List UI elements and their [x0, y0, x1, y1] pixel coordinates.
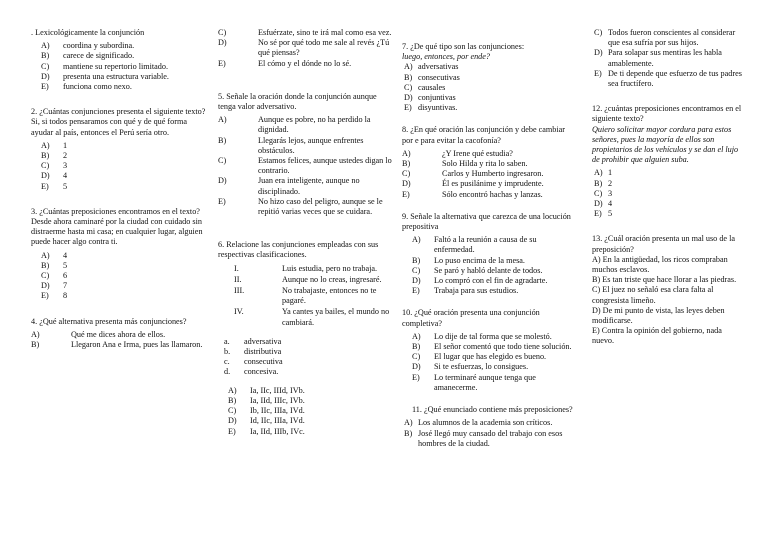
option-c[interactable]: C) Ib, IIc, IIIa, IVd. [228, 406, 305, 416]
class-b: b. distributiva [224, 347, 282, 357]
option-b[interactable]: B) 5 [41, 260, 68, 270]
option-e[interactable]: E) De ti depende que esfuerzo de tus padres sea fructífero. [594, 68, 742, 89]
column-2 [218, 28, 396, 452]
question-11 [402, 405, 574, 449]
option-a[interactable]: A) adversativas [404, 62, 459, 72]
option-c[interactable]: C) El juez no señaló esa clara falta al congresista limeño. [592, 285, 714, 305]
option-b[interactable]: B) Solo Hilda y rita lo saben. [402, 159, 528, 169]
option-b[interactable]: B) consecutivas [404, 72, 460, 82]
question-text: 2. ¿Cuántas conjunciones presenta el siguiente texto? [31, 107, 206, 117]
option-a[interactable]: A) Qué me dices ahora de ellos. [31, 329, 166, 339]
option-a[interactable]: A) 1 [41, 140, 68, 150]
option-d[interactable]: D) presenta una estructura variable. [41, 71, 169, 81]
option-b[interactable]: B) Ia, IId, IIIc, IVb. [228, 395, 305, 405]
option-e[interactable]: E) Contra la opinión del gobierno, nada nuevo. [592, 326, 722, 346]
option-d[interactable]: D) Id, IIc, IIIa, IVd. [228, 416, 305, 426]
column-1 [31, 28, 206, 365]
question-passage: Quiero solicitar mayor cordura para estos señores, pues la mayoría de ellos son propietarios de los vehículos y se dan el lujo de prohibir que alguien suba. [592, 124, 739, 165]
class-d: d. concesiva. [224, 367, 279, 377]
question-9 [402, 212, 574, 297]
option-b[interactable]: B) Llegaron Ana e Irma, pues las llamaron. [31, 340, 203, 350]
option-c[interactable]: C) Esfuérzate, sino te irá mal como esa vez. [218, 28, 392, 37]
question-11-continued [592, 28, 742, 89]
option-e[interactable]: E) 8 [41, 291, 68, 301]
option-b[interactable]: B) Lo puso encima de la mesa. [412, 255, 525, 265]
option-d[interactable]: D) Para solapar sus mentiras les habla amablemente. [594, 48, 722, 68]
question-7 [402, 42, 574, 113]
question-text: 10. ¿Qué oración presenta una conjunción completiva? [402, 308, 540, 328]
question-text: 3. ¿Cuántas preposiciones encontramos en el texto? [31, 206, 200, 216]
option-b[interactable]: B) Es tan triste que hace llorar a las piedras. [592, 275, 737, 285]
option-c[interactable]: C) Se paró y habló delante de todos. [412, 265, 543, 275]
question-text: 4. ¿Qué alternativa presenta más conjunciones? [31, 316, 187, 326]
option-a[interactable]: A) ¿Y Irene qué estudia? [402, 148, 513, 158]
option-c[interactable]: C) Estamos felices, aunque ustedes digan lo contrario. [218, 156, 392, 176]
question-text: 13. ¿Cuál oración presenta un mal uso de la preposición? [592, 234, 736, 254]
question-text: . Lexicológicamente la conjunción [31, 28, 145, 37]
option-d[interactable]: D) Juan era inteligente, aunque no disciplinado. [218, 176, 360, 196]
option-d[interactable]: D) 4 [41, 171, 68, 181]
question-text: 8. ¿En qué oración las conjunción y debe cambiar por e para evitar la cacofonía? [402, 125, 566, 145]
option-d[interactable]: D) 4 [594, 199, 613, 209]
option-c[interactable]: C) Carlos y Humberto ingresaron. [402, 169, 544, 179]
option-e[interactable]: E) 5 [41, 181, 68, 191]
option-e[interactable]: E) No hizo caso del peligro, aunque se le repitió varias veces que se cuidara. [218, 196, 383, 217]
option-d[interactable]: D) No sé por qué todo me sale al revés ¿Tú qué piensas? [218, 38, 390, 58]
question-12 [592, 104, 742, 219]
option-a[interactable]: A) Ia, IIc, IIId, IVb. [228, 385, 305, 395]
option-a[interactable]: A) Los alumnos de la academia son críticos. [404, 418, 553, 428]
option-d[interactable]: D) Si te esfuerzas, lo consigues. [412, 362, 529, 372]
sentence-iii: III. No trabajaste, entonces no te pagaré. [234, 286, 377, 306]
question-passage: Desde ahora caminaré por la ciudad con cuidado sin distraerme hasta mi casa; en cualquier lugar, alguien puede hacer algo contra ti. [31, 217, 203, 247]
option-b[interactable]: B) José llegó muy cansado del trabajo con esos hombres de la ciudad. [404, 428, 563, 448]
sentence-iv: IV. Ya cantes ya bailes, el mundo no cambiará. [234, 307, 390, 327]
option-b[interactable]: B) carece de significado. [41, 51, 135, 61]
option-b[interactable]: B) Llegarás lejos, aunque enfrentes obstáculos. [218, 135, 364, 155]
question-3 [31, 207, 206, 302]
option-b[interactable]: B) 2 [594, 178, 613, 188]
question-1 [31, 28, 206, 92]
sentence-i: I. Luis estudia, pero no trabaja. [234, 263, 378, 273]
option-c[interactable]: C) causales [404, 82, 446, 92]
option-e[interactable]: E) Ia, IId, IIIb, IVc. [228, 426, 305, 436]
option-a[interactable]: A) Aunque es pobre, no ha perdido la dignidad. [218, 115, 371, 135]
option-d[interactable]: D) Lo compró con el fin de agradarte. [412, 276, 548, 286]
question-13 [592, 234, 742, 346]
column-4 [592, 28, 742, 362]
question-text: 6. Relacione las conjunciones empleadas con sus respectivas clasificaciones. [218, 240, 379, 260]
option-e[interactable]: E) disyuntivas. [404, 103, 458, 113]
question-italic: luego, entonces, por ende? [402, 52, 490, 62]
question-8 [402, 125, 574, 199]
option-e[interactable]: E) Lo terminaré aunque tenga que amanecerme. [412, 372, 536, 392]
column-3 [402, 42, 574, 464]
option-d[interactable]: D) 7 [41, 281, 68, 291]
question-text: 5. Señale la oración donde la conjunción aunque tenga valor adversativo. [218, 91, 377, 112]
option-c[interactable]: C) 3 [594, 188, 613, 198]
option-e[interactable]: E) El cómo y el dónde no lo sé. [218, 58, 352, 68]
question-text: 12. ¿cuántas preposiciones encontramos en el siguiente texto? [592, 104, 742, 124]
question-text: 11. ¿Qué enunciado contiene más preposiciones? [412, 405, 573, 415]
option-c[interactable]: C) El lugar que has elegido es bueno. [412, 352, 547, 362]
option-a[interactable]: A) 1 [594, 168, 613, 178]
option-e[interactable]: E) Trabaja para sus estudios. [412, 286, 519, 296]
question-2 [31, 107, 206, 192]
option-a[interactable]: A) Lo dije de tal forma que se molestó. [412, 331, 552, 341]
option-d[interactable]: D) Él es pusilánime y imprudente. [402, 179, 544, 189]
option-d[interactable]: D) conjuntivas [404, 93, 456, 103]
option-c[interactable]: C) mantiene su repertorio limitado. [41, 61, 169, 71]
question-text: 9. Señale la alternativa que carezca de una locución prepositiva [402, 211, 571, 232]
question-6 [218, 240, 396, 436]
option-a[interactable]: A) Faltó a la reunión a causa de su enfermedad. [412, 235, 537, 255]
option-b[interactable]: B) 2 [41, 151, 68, 161]
option-a[interactable]: A) En la antigüedad, los ricos compraban muchos esclavos. [592, 254, 728, 275]
class-c: c. consecutiva [224, 357, 283, 367]
question-text: 7. ¿De qué tipo son las conjunciones: [402, 42, 525, 51]
question-4-continued [218, 28, 396, 69]
option-a[interactable]: A) 4 [41, 250, 68, 260]
option-c[interactable]: C) 3 [41, 161, 68, 171]
option-b[interactable]: B) El señor comentó que todo tiene solución. [412, 342, 572, 352]
option-e[interactable]: E) 5 [594, 209, 613, 219]
class-a: a. adversativa [224, 336, 282, 346]
sentence-ii: II. Aunque no lo creas, ingresaré. [234, 274, 382, 284]
question-5 [218, 92, 396, 217]
option-a[interactable]: A) coordina y subordina. [41, 41, 135, 51]
question-10 [402, 308, 574, 393]
option-c[interactable]: C) Todos fueron conscientes al considerar que esa sufría por sus hijos. [594, 28, 736, 48]
question-passage: Si, si todos pensaramos con qué y de qué forma ayudar al país, entonces el Perú sería otro. [31, 117, 187, 137]
option-e[interactable]: E) funciona como nexo. [41, 82, 132, 92]
option-d[interactable]: D) De mi punto de vista, las leyes deben modificarse. [592, 305, 725, 326]
option-e[interactable]: E) Sólo encontró hachas y lanzas. [402, 189, 543, 199]
option-c[interactable]: C) 6 [41, 271, 68, 281]
question-4 [31, 317, 206, 351]
